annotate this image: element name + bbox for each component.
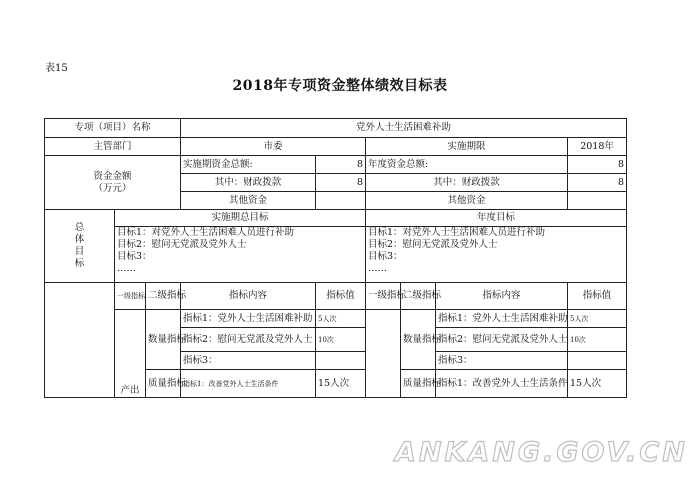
year-goal-line: 目标3： [368, 251, 403, 262]
impl-q2-value: 10次 [316, 328, 366, 352]
goals-header-row [45, 210, 627, 227]
project-label: 专项（项目）名称 [45, 119, 181, 138]
impl-quantity-label: 数量指标 [146, 310, 181, 370]
year-goal-line: …… [368, 263, 388, 274]
impl-total-label: 实施期资金总额: [181, 156, 316, 174]
impl-q2-content: 指标2：慰问无党派及党外人士 [181, 328, 316, 352]
year-other-label: 其他资金 [366, 192, 568, 210]
funds-label-line2: （万元） [93, 182, 132, 194]
year-q2-content: 指标2：慰问无党派及党外人士 [436, 328, 568, 352]
impl-fiscal-value: 8 [316, 174, 366, 192]
year-goal-text [366, 227, 627, 283]
performance-target-table [44, 118, 627, 398]
impl-other-label: 其他资金 [181, 192, 316, 210]
year-value-header: 指标值 [568, 283, 627, 310]
impl-goal-header: 实施期总目标 [115, 210, 366, 227]
impl-goal-line: 目标2：慰问无党派及党外人士 [117, 239, 247, 250]
dept-label: 主管部门 [45, 138, 181, 156]
period-label: 实施期限 [366, 138, 568, 156]
funds-label-line1: 资金金额 [93, 170, 132, 182]
impl-q1-value: 5人次 [316, 310, 366, 328]
impl-goal-line: 目标1：对党外人士生活困难人员进行补助 [117, 227, 295, 238]
year-q2-value: 10次 [568, 328, 627, 352]
goals-side-char: 目 [74, 246, 85, 257]
year-total-label: 年度资金总额: [366, 156, 568, 174]
goals-side-char: 体 [74, 234, 85, 245]
impl-total-value: 8 [316, 156, 366, 174]
year-q1-value: 5人次 [568, 310, 627, 328]
impl-qual1-value: 15人次 [316, 370, 366, 398]
indicator-header-row [45, 283, 627, 310]
impl-qual1-content: 指标1：改善党外人士生活条件 [181, 370, 316, 398]
table-number: 表15 [45, 63, 68, 74]
indicator-side-blank [45, 283, 115, 398]
funds-label [45, 156, 181, 210]
period-value: 2018年 [568, 138, 627, 156]
year-q3-value [568, 352, 627, 370]
project-value: 党外人士生活困难补助 [181, 119, 627, 138]
year-total-value: 8 [568, 156, 627, 174]
impl-q1-content: 指标1：党外人士生活困难补助 [181, 310, 316, 328]
impl-value-header: 指标值 [316, 283, 366, 310]
goals-body-row [45, 227, 627, 283]
impl-goal-line: 目标3： [117, 251, 152, 262]
impl-quality-label: 质量指标 [146, 370, 181, 398]
year-qual1-value: 15人次 [568, 370, 627, 398]
project-row [45, 119, 627, 138]
impl-content-header: 指标内容 [181, 283, 316, 310]
year-goal-line: 目标2：慰问无党派及党外人士 [368, 239, 498, 250]
dept-row [45, 138, 627, 156]
impl-fiscal-label: 其中：财政拨款 [181, 174, 316, 192]
year-goal-line: 目标1：对党外人士生活困难人员进行补助 [368, 227, 546, 238]
year-output-blank [366, 310, 401, 398]
impl-goal-line: …… [117, 263, 136, 274]
year-level1-header: 一级指标 [366, 283, 401, 310]
year-fiscal-label: 其中：财政拨款 [366, 174, 568, 192]
goals-side-char: 标 [74, 258, 85, 269]
impl-output-label: 产出 [115, 310, 146, 398]
year-content-header: 指标内容 [436, 283, 568, 310]
impl-level1-header: 一级指标 [115, 283, 146, 310]
goals-side-char: 总 [74, 222, 85, 233]
year-fiscal-value: 8 [568, 174, 627, 192]
dept-value: 市委 [181, 138, 366, 156]
year-level2-header: 二级指标 [401, 283, 436, 310]
year-other-value [568, 192, 627, 210]
impl-level2-header: 二级指标 [146, 283, 181, 310]
impl-q3-content: 指标3： [181, 352, 316, 370]
year-quality-label: 质量指标 [401, 370, 436, 398]
goals-side-label [45, 210, 115, 283]
page-title: 2018年专项资金整体绩效目标表 [232, 78, 448, 94]
year-quantity-label: 数量指标 [401, 310, 436, 370]
year-goal-header: 年度目标 [366, 210, 627, 227]
year-qual1-content: 指标1：改善党外人士生活条件 [436, 370, 568, 398]
site-watermark: ANKANG.GOV.CN [395, 437, 688, 468]
impl-goal-text [115, 227, 366, 283]
year-q3-content: 指标3： [436, 352, 568, 370]
funds-row-total [45, 156, 627, 174]
indicator-row-q1 [45, 310, 627, 328]
impl-q3-value [316, 352, 366, 370]
year-q1-content: 指标1：党外人士生活困难补助 [436, 310, 568, 328]
impl-other-value [316, 192, 366, 210]
